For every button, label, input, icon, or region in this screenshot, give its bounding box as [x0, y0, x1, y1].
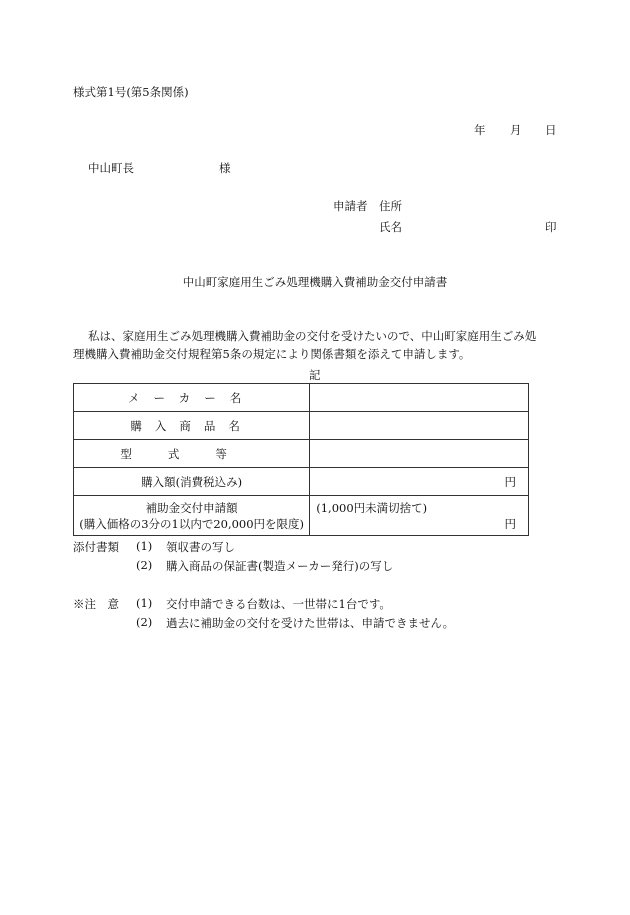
table-row-subsidy	[74, 496, 529, 536]
note-1-text: 交付申請できる台数は、一世帯に1台です。	[166, 597, 391, 611]
date-month-label: 月	[510, 123, 522, 137]
subsidy-yen-unit: 円	[504, 516, 516, 531]
maker-value-cell[interactable]	[310, 384, 529, 412]
table-row-purchase-amount	[74, 468, 529, 496]
date-day-label: 日	[545, 123, 557, 137]
purchase-amount-label: 購入額(消費税込み)	[141, 474, 243, 489]
table-row-product	[74, 412, 529, 440]
table-row-model	[74, 440, 529, 468]
address-label: 住所	[379, 199, 402, 213]
body-line-2: 理機購入費補助金交付規程第5条の規定により関係書類を添えて申請します。	[73, 347, 471, 361]
table-row-maker	[74, 384, 529, 412]
attachment-1-num: (1)	[136, 539, 153, 553]
note-2-num: (2)	[136, 615, 153, 629]
addressee-honorific: 様	[219, 161, 231, 175]
applicant-label: 申請者	[333, 199, 368, 213]
application-table	[73, 383, 529, 536]
purchase-yen-unit: 円	[504, 474, 516, 489]
document-title: 中山町家庭用生ごみ処理機購入費補助金交付申請書	[182, 275, 448, 289]
attachment-1-text: 領収書の写し	[166, 540, 235, 554]
rounding-note: (1,000円未満切捨て)	[316, 500, 428, 515]
note-1-num: (1)	[136, 596, 153, 610]
subsidy-label: 補助金交付申請額	[145, 500, 238, 515]
product-label: 購入商品名	[130, 418, 253, 433]
ki-heading: 記	[309, 368, 321, 382]
body-line-1: 私は、家庭用生ごみ処理機購入費補助金の交付を受けたいので、中山町家庭用生ごみ処	[88, 329, 537, 343]
notes-label: ※注 意	[73, 597, 119, 611]
addressee-name: 中山町長	[88, 161, 134, 175]
seal-label: 印	[545, 220, 557, 234]
date-year-label: 年	[474, 123, 486, 137]
form-number: 様式第1号(第5条関係)	[73, 85, 189, 99]
name-label: 氏名	[379, 220, 402, 234]
purchase-amount-value-cell[interactable]	[310, 468, 529, 496]
model-value-cell[interactable]	[310, 440, 529, 468]
subsidy-note: (購入価格の3分の1以内で20,000円を限度)	[79, 516, 305, 531]
subsidy-value-cell[interactable]	[310, 496, 529, 536]
note-2-text: 過去に補助金の交付を受けた世帯は、申請できません。	[166, 616, 455, 630]
attachment-2-text: 購入商品の保証書(製造メーカー発行)の写し	[166, 559, 394, 573]
model-label: 型式等	[120, 446, 263, 461]
attachments-label: 添付書類	[73, 540, 119, 554]
attachment-2-num: (2)	[136, 558, 153, 572]
maker-label: メーカー名	[127, 390, 256, 405]
product-value-cell[interactable]	[310, 412, 529, 440]
